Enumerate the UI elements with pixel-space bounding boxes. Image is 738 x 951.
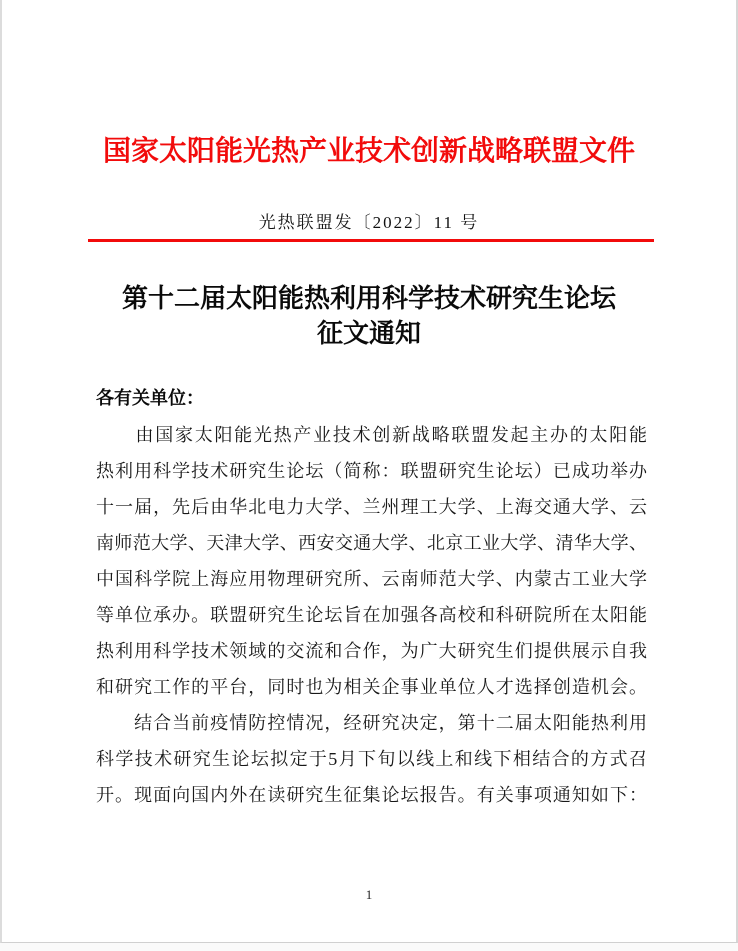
body-line: 南师范大学、天津大学、西安交通大学、北京工业大学、清华大学、 [96,533,647,553]
body-line: 结合当前疫情防控情况，经研究决定，第十二届太阳能热利用 [96,713,647,733]
body-paragraph-2 [96,705,647,813]
org-title: 国家太阳能光热产业技术创新战略联盟文件 [102,136,635,167]
body-line: 和研究工作的平台，同时也为相关企事业单位人才选择创造机会。 [96,677,647,697]
body-paragraph-1 [96,417,647,705]
body-line: 开。现面向国内外在读研究生征集论坛报告。有关事项通知如下： [96,785,647,805]
notice-title-line1: 第十二届太阳能热利用科学技术研究生论坛 [121,283,616,313]
salutation: 各有关单位： [96,388,204,408]
body-line: 热利用科学技术领域的交流和合作，为广大研究生们提供展示自我 [96,641,647,661]
page-number: 1 [365,887,373,902]
notice-title [2,281,736,351]
body-line: 热利用科学技术研究生论坛（简称：联盟研究生论坛）已成功举办 [96,461,647,481]
body-line: 十一届，先后由华北电力大学、兰州理工大学、上海交通大学、云 [96,497,647,517]
body-line: 中国科学院上海应用物理研究所、云南师范大学、内蒙古工业大学 [96,569,647,589]
body-line: 由国家太阳能光热产业技术创新战略联盟发起主办的太阳能 [96,425,647,445]
red-separator-line [88,239,654,242]
doc-number: 光热联盟发〔2022〕11 号 [258,213,480,232]
body-line: 等单位承办。联盟研究生论坛旨在加强各高校和科研院所在太阳能 [96,605,647,625]
body-line: 科学技术研究生论坛拟定于5月下旬以线上和线下相结合的方式召 [96,749,647,769]
notice-title-line2: 征文通知 [316,318,421,348]
document-body [96,380,647,813]
